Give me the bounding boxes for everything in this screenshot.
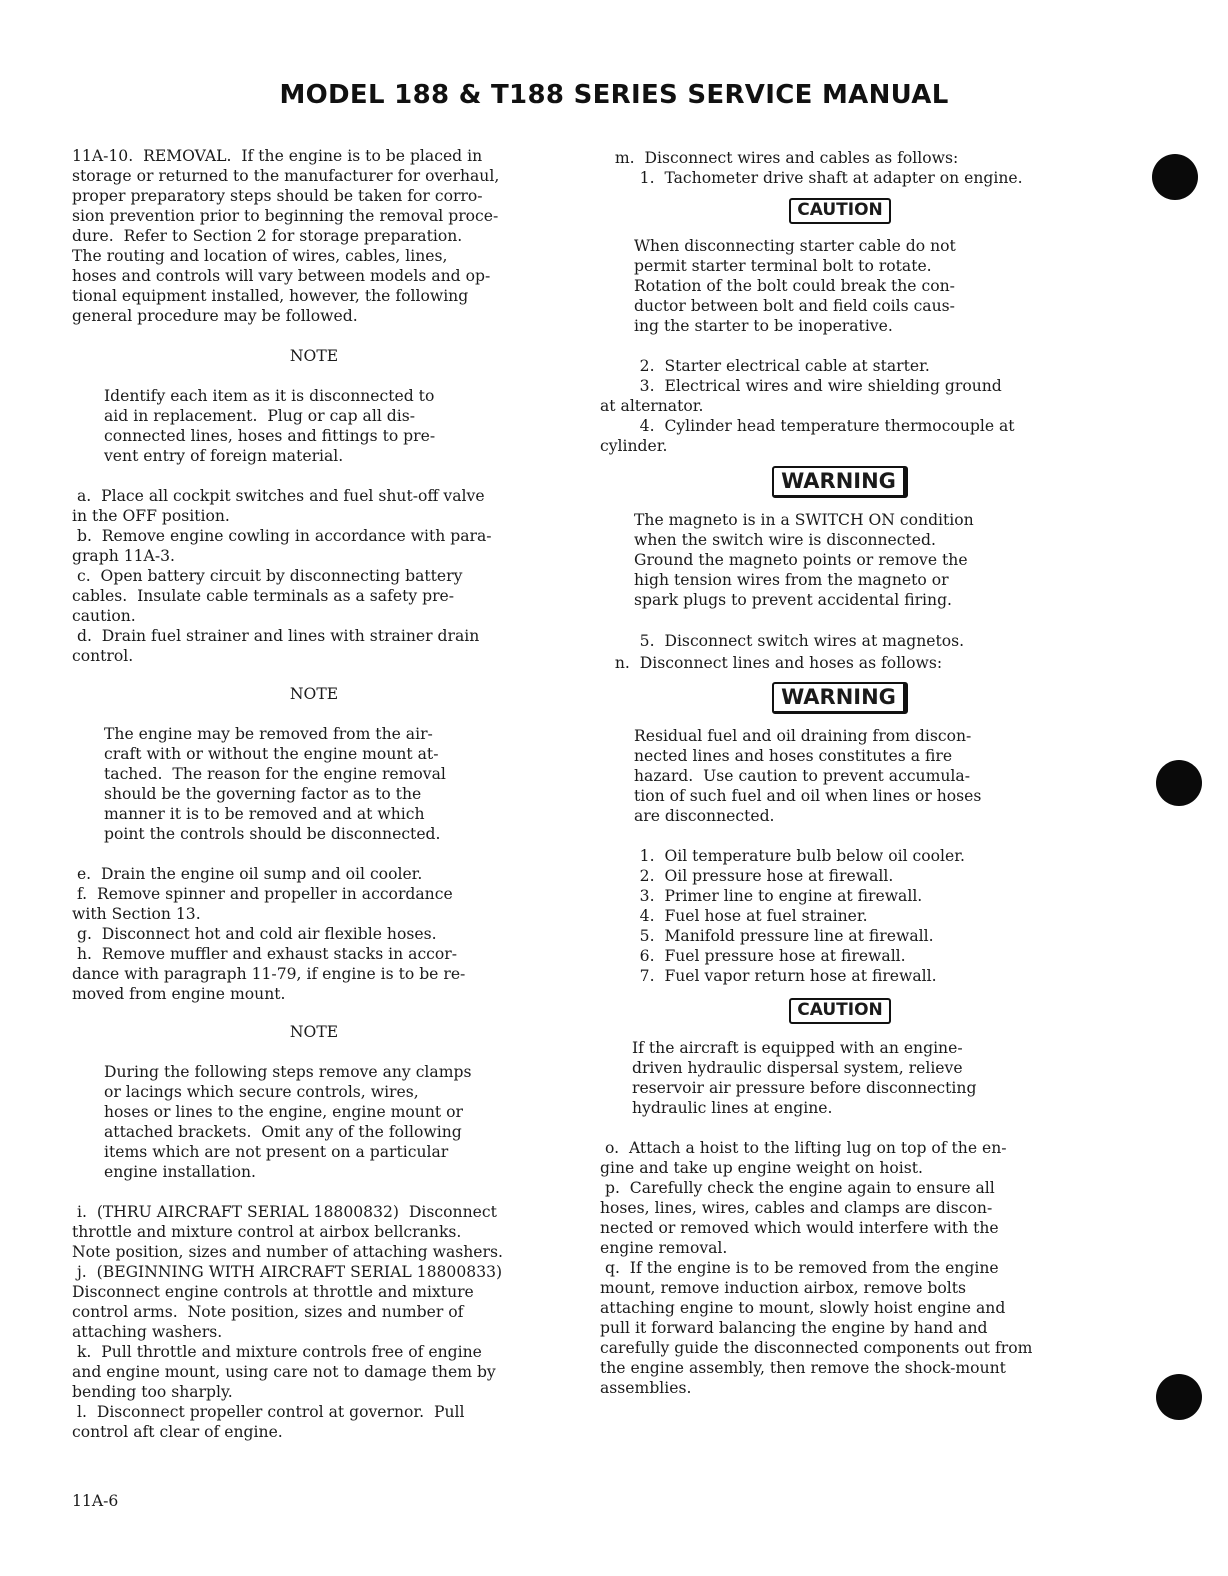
warning-1-text: The magneto is in a SWITCH ON condition when the switch wire is disconnected. Ground the magneto points or remove the high tension wires from the magneto or spark plugs to prevent accidental firing. bbox=[634, 511, 974, 609]
note-3-text: During the following steps remove any clamps or lacings which secure controls, wires, hoses or lines to the engine, engine mount or attached brackets. Omit any of the following items which are not present on a particular engine installation. bbox=[104, 1063, 472, 1181]
note-2-text: The engine may be removed from the air- craft with or without the engine mount at- tached. The reason for the engine removal should be the governing factor as to the manner it is to be removed and at which point the controls should be disconnected. bbox=[104, 725, 446, 843]
binder-hole-bottom bbox=[1156, 1374, 1202, 1420]
binder-hole-middle bbox=[1156, 760, 1202, 806]
left-column bbox=[72, 146, 556, 1442]
caution-label-1: CAUTION bbox=[789, 198, 891, 224]
page-title: MODEL 188 & T188 SERIES SERVICE MANUAL bbox=[279, 80, 949, 110]
right-column bbox=[600, 148, 1080, 1398]
steps-n-1-to-7: 1. Oil temperature bulb below oil cooler. 2. Oil pressure hose at firewall. 3. Primer line to engine at firewall. 4. Fuel hose at fuel strainer. 5. Manifold pressure line at firewall. 6. Fuel pressure hose at firewall. 7. Fuel vapor return hose at firewall. bbox=[639, 847, 965, 985]
note-heading-1: NOTE bbox=[289, 347, 339, 365]
steps-a-to-d: a. Place all cockpit switches and fuel shut-off valve in the OFF position. b. Remove engine cowling in accordance with para- graph 11A-3. c. Open battery circuit by disconnecting battery cables. Insulate cable terminals as a safety pre- caution. d. Drain fuel strainer and lines with strainer drain control. bbox=[72, 487, 492, 665]
step-m: m. Disconnect wires and cables as follows: 1. Tachometer drive shaft at adapter on engine. bbox=[614, 149, 1023, 187]
page-number: 11A-6 bbox=[72, 1492, 119, 1510]
warning-label-1: WARNING bbox=[772, 466, 908, 498]
step-m5-and-n: 5. Disconnect switch wires at magnetos. n. Disconnect lines and hoses as follows: bbox=[614, 632, 965, 672]
caution-label-2: CAUTION bbox=[789, 998, 891, 1024]
binder-hole-top bbox=[1152, 154, 1198, 200]
steps-o-to-q: o. Attach a hoist to the lifting lug on top of the en- gine and take up engine weight on hoist. p. Carefully check the engine again to ensure all hoses, lines, wires, cables and clamps are discon- nected or removed which would interfere with the engine removal. q. If the engine is to be removed from the engine mount, remove induction airbox, remove bolts attaching engine to mount, slowly hoist engine and pull it forward balancing the engine by hand and carefully guide the disconnected components out from the engine assembly, then remove the shock-mount assemblies. bbox=[600, 1139, 1033, 1397]
removal-paragraph: 11A-10. REMOVAL. If the engine is to be placed in storage or returned to the manufacturer for overhaul, proper preparatory steps should be taken for corro- sion prevention prior to beginning the removal proce- dure. Refer to Section 2 for storage preparation. The routing and location of wires, cables, lines, hoses and controls will vary between models and op- tional equipment installed, however, the following general procedure may be followed. bbox=[72, 147, 500, 325]
caution-1-text: When disconnecting starter cable do not permit starter terminal bolt to rotate. Rotation of the bolt could break the con- ductor between bolt and field coils caus- ing the starter to be inoperative. bbox=[634, 237, 956, 335]
step-m-2-to-4: 2. Starter electrical cable at starter. 3. Electrical wires and wire shielding ground at alternator. 4. Cylinder head temperature thermocouple at cylinder. bbox=[600, 357, 1015, 455]
note-heading-2: NOTE bbox=[289, 685, 339, 703]
warning-label-2: WARNING bbox=[772, 682, 908, 714]
note-heading-3: NOTE bbox=[289, 1023, 339, 1041]
caution-2-text: If the aircraft is equipped with an engine- driven hydraulic dispersal system, relieve reservoir air pressure before disconnecting hydraulic lines at engine. bbox=[632, 1039, 977, 1117]
steps-e-to-h: e. Drain the engine oil sump and oil cooler. f. Remove spinner and propeller in accordance with Section 13. g. Disconnect hot and cold air flexible hoses. h. Remove muffler and exhaust stacks in accor- dance with paragraph 11-79, if engine is to be re- moved from engine mount. bbox=[72, 865, 466, 1003]
note-1-text: Identify each item as it is disconnected to aid in replacement. Plug or cap all dis- connected lines, hoses and fittings to pre- vent entry of foreign material. bbox=[104, 387, 436, 465]
steps-i-to-l: i. (THRU AIRCRAFT SERIAL 18800832) Disconnect throttle and mixture control at airbox bellcranks. Note position, sizes and number of attaching washers. j. (BEGINNING WITH AIRCRAFT SERIAL 18800833) Disconnect engine controls at throttle and mixture control arms. Note position, sizes and number of attaching washers. k. Pull throttle and mixture controls free of engine and engine mount, using care not to damage them by bending too sharply. l. Disconnect propeller control at governor. Pull control aft clear of engine. bbox=[72, 1203, 503, 1441]
warning-2-text: Residual fuel and oil draining from discon- nected lines and hoses constitutes a fire hazard. Use caution to prevent accumula- tion of such fuel and oil when lines or hoses are disconnected. bbox=[634, 727, 982, 825]
